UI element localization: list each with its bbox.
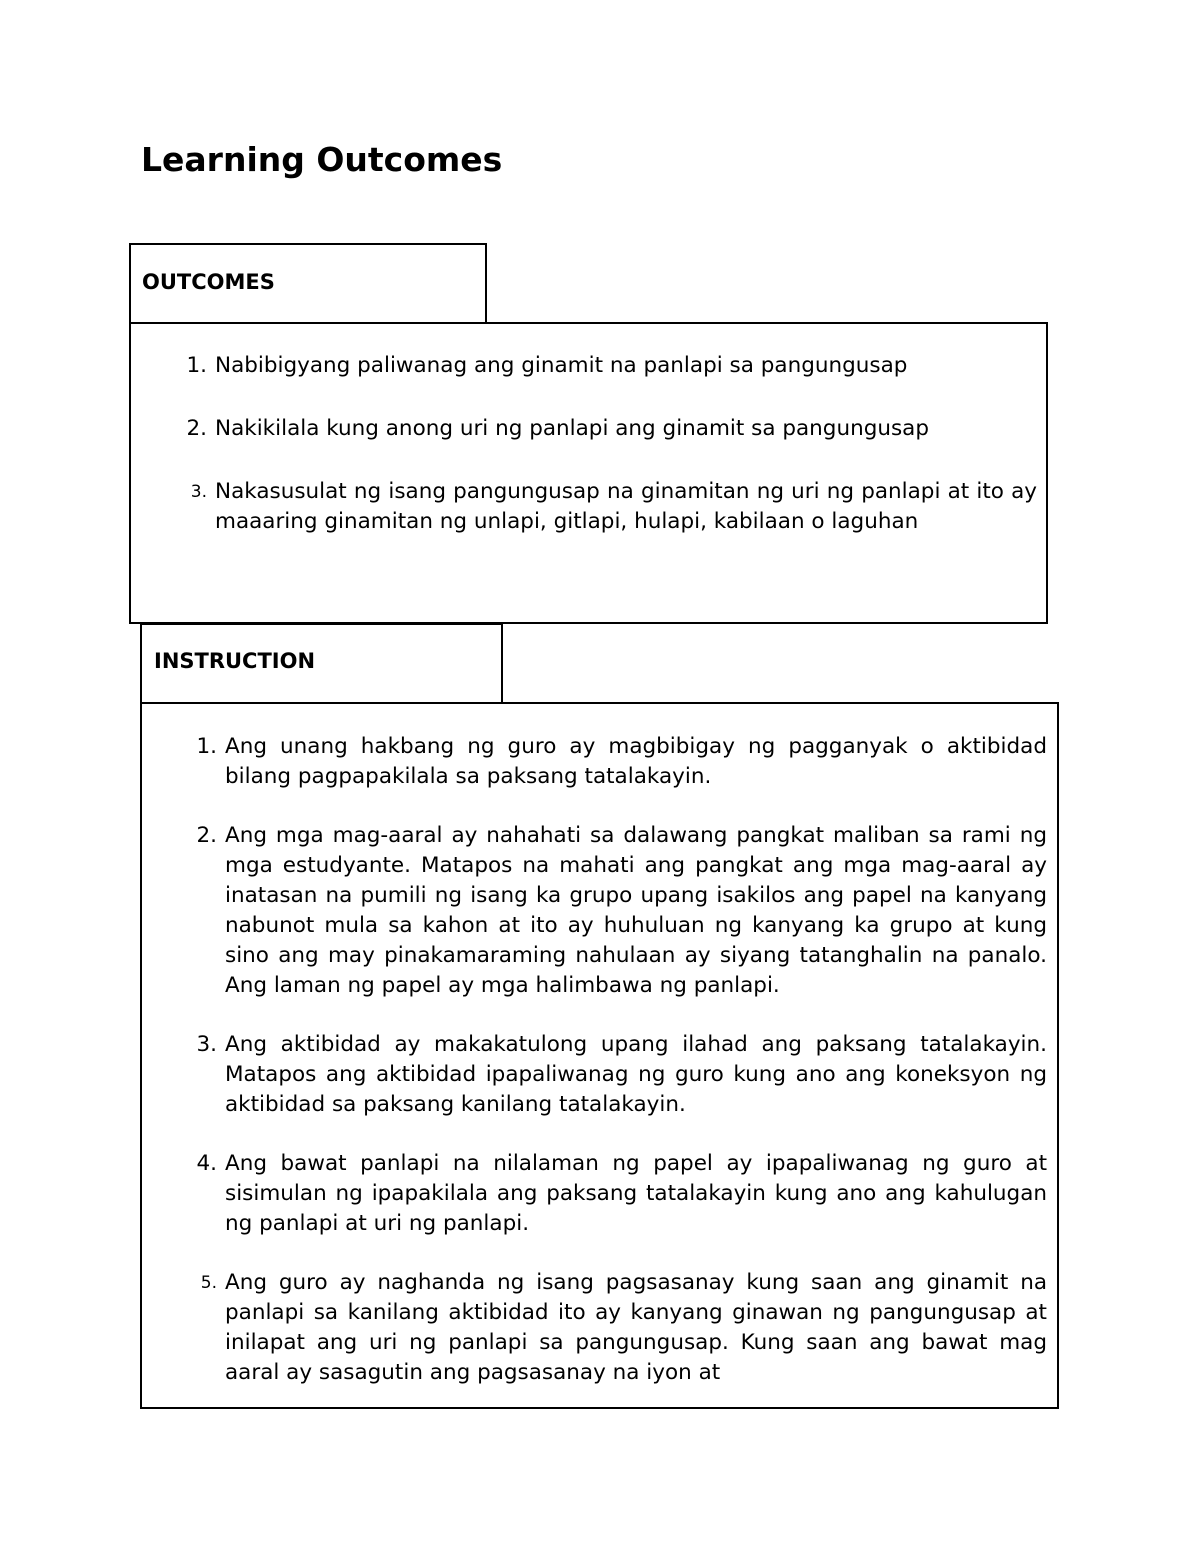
- instruction-item: [196, 821, 1047, 1001]
- instruction-number: 3.: [196, 1032, 217, 1057]
- instruction-list: [196, 732, 1047, 1409]
- instruction-item: [196, 1030, 1047, 1120]
- instruction-text: Ang mga mag-aaral ay nahahati sa dalawang pangkat maliban sa rami ng mga estudyante. Matapos na mahati ang pangkat ang mga mag-aaral ay inatasan na pumili ng isang ka grupo upang isakilos ang papel na kanyang nabunot mula sa kahon at ito ay huhuluan ng kanyang ka grupo at kung sino ang may pinakamaraming nahulaan ay siyang tatanghalin na panalo. Ang laman ng papel ay mga halimbawa ng panlapi.: [225, 823, 1047, 998]
- instruction-number: 4.: [196, 1151, 217, 1176]
- outcome-text: Nakasusulat ng isang pangungusap na ginamitan ng uri ng panlapi at ito ay maaaring ginamitan ng unlapi, gitlapi, hulapi, kabilaan o laguhan: [215, 479, 1037, 534]
- outcome-item: [186, 351, 1037, 381]
- instruction-number: 1.: [196, 734, 217, 759]
- instruction-text: Ang guro ay naghanda ng isang pagsasanay kung saan ang ginamit na panlapi sa kanilang aktibidad ito ay kanyang ginawan ng pangungusap at inilapat ang uri ng panlapi sa pangungusap. Kung saan ang bawat mag aaral ay sasagutin ang pagsasanay na iyon at: [225, 1270, 1047, 1385]
- instruction-content-box: [140, 702, 1059, 1409]
- instruction-number: 2.: [196, 823, 217, 848]
- instruction-text: Ang unang hakbang ng guro ay magbibigay ng pagganyak o aktibidad bilang pagpapakilala sa paksang tatalakayin.: [225, 734, 1047, 789]
- outcomes-content-box: [129, 322, 1048, 624]
- outcome-number: 2.: [186, 416, 207, 441]
- instruction-item: [196, 1149, 1047, 1239]
- outcome-item: [186, 414, 1037, 444]
- instruction-item: [196, 732, 1047, 792]
- instruction-text: Ang bawat panlapi na nilalaman ng papel ay ipapaliwanag ng guro at sisimulan ng ipapakilala ang paksang tatalakayin kung ano ang kahulugan ng panlapi at uri ng panlapi.: [225, 1151, 1047, 1236]
- outcome-text: Nakikilala kung anong uri ng panlapi ang ginamit sa pangungusap: [215, 416, 930, 441]
- outcomes-label: OUTCOMES: [142, 270, 275, 294]
- outcome-number: 3.: [190, 482, 207, 502]
- outcome-text: Nabibigyang paliwanag ang ginamit na panlapi sa pangungusap: [215, 353, 908, 378]
- instruction-item: [200, 1268, 1047, 1388]
- outcome-item: [190, 477, 1037, 537]
- outcome-number: 1.: [186, 353, 207, 378]
- instruction-text: Ang aktibidad ay makakatulong upang ilahad ang paksang tatalakayin. Matapos ang aktibidad ipapaliwanag ng guro kung ano ang koneksyon ng aktibidad sa paksang kanilang tatalakayin.: [225, 1032, 1047, 1117]
- instruction-number: 5.: [200, 1273, 217, 1293]
- instruction-label: INSTRUCTION: [154, 649, 316, 673]
- page-title: Learning Outcomes: [141, 140, 503, 179]
- outcomes-list: [186, 351, 1037, 537]
